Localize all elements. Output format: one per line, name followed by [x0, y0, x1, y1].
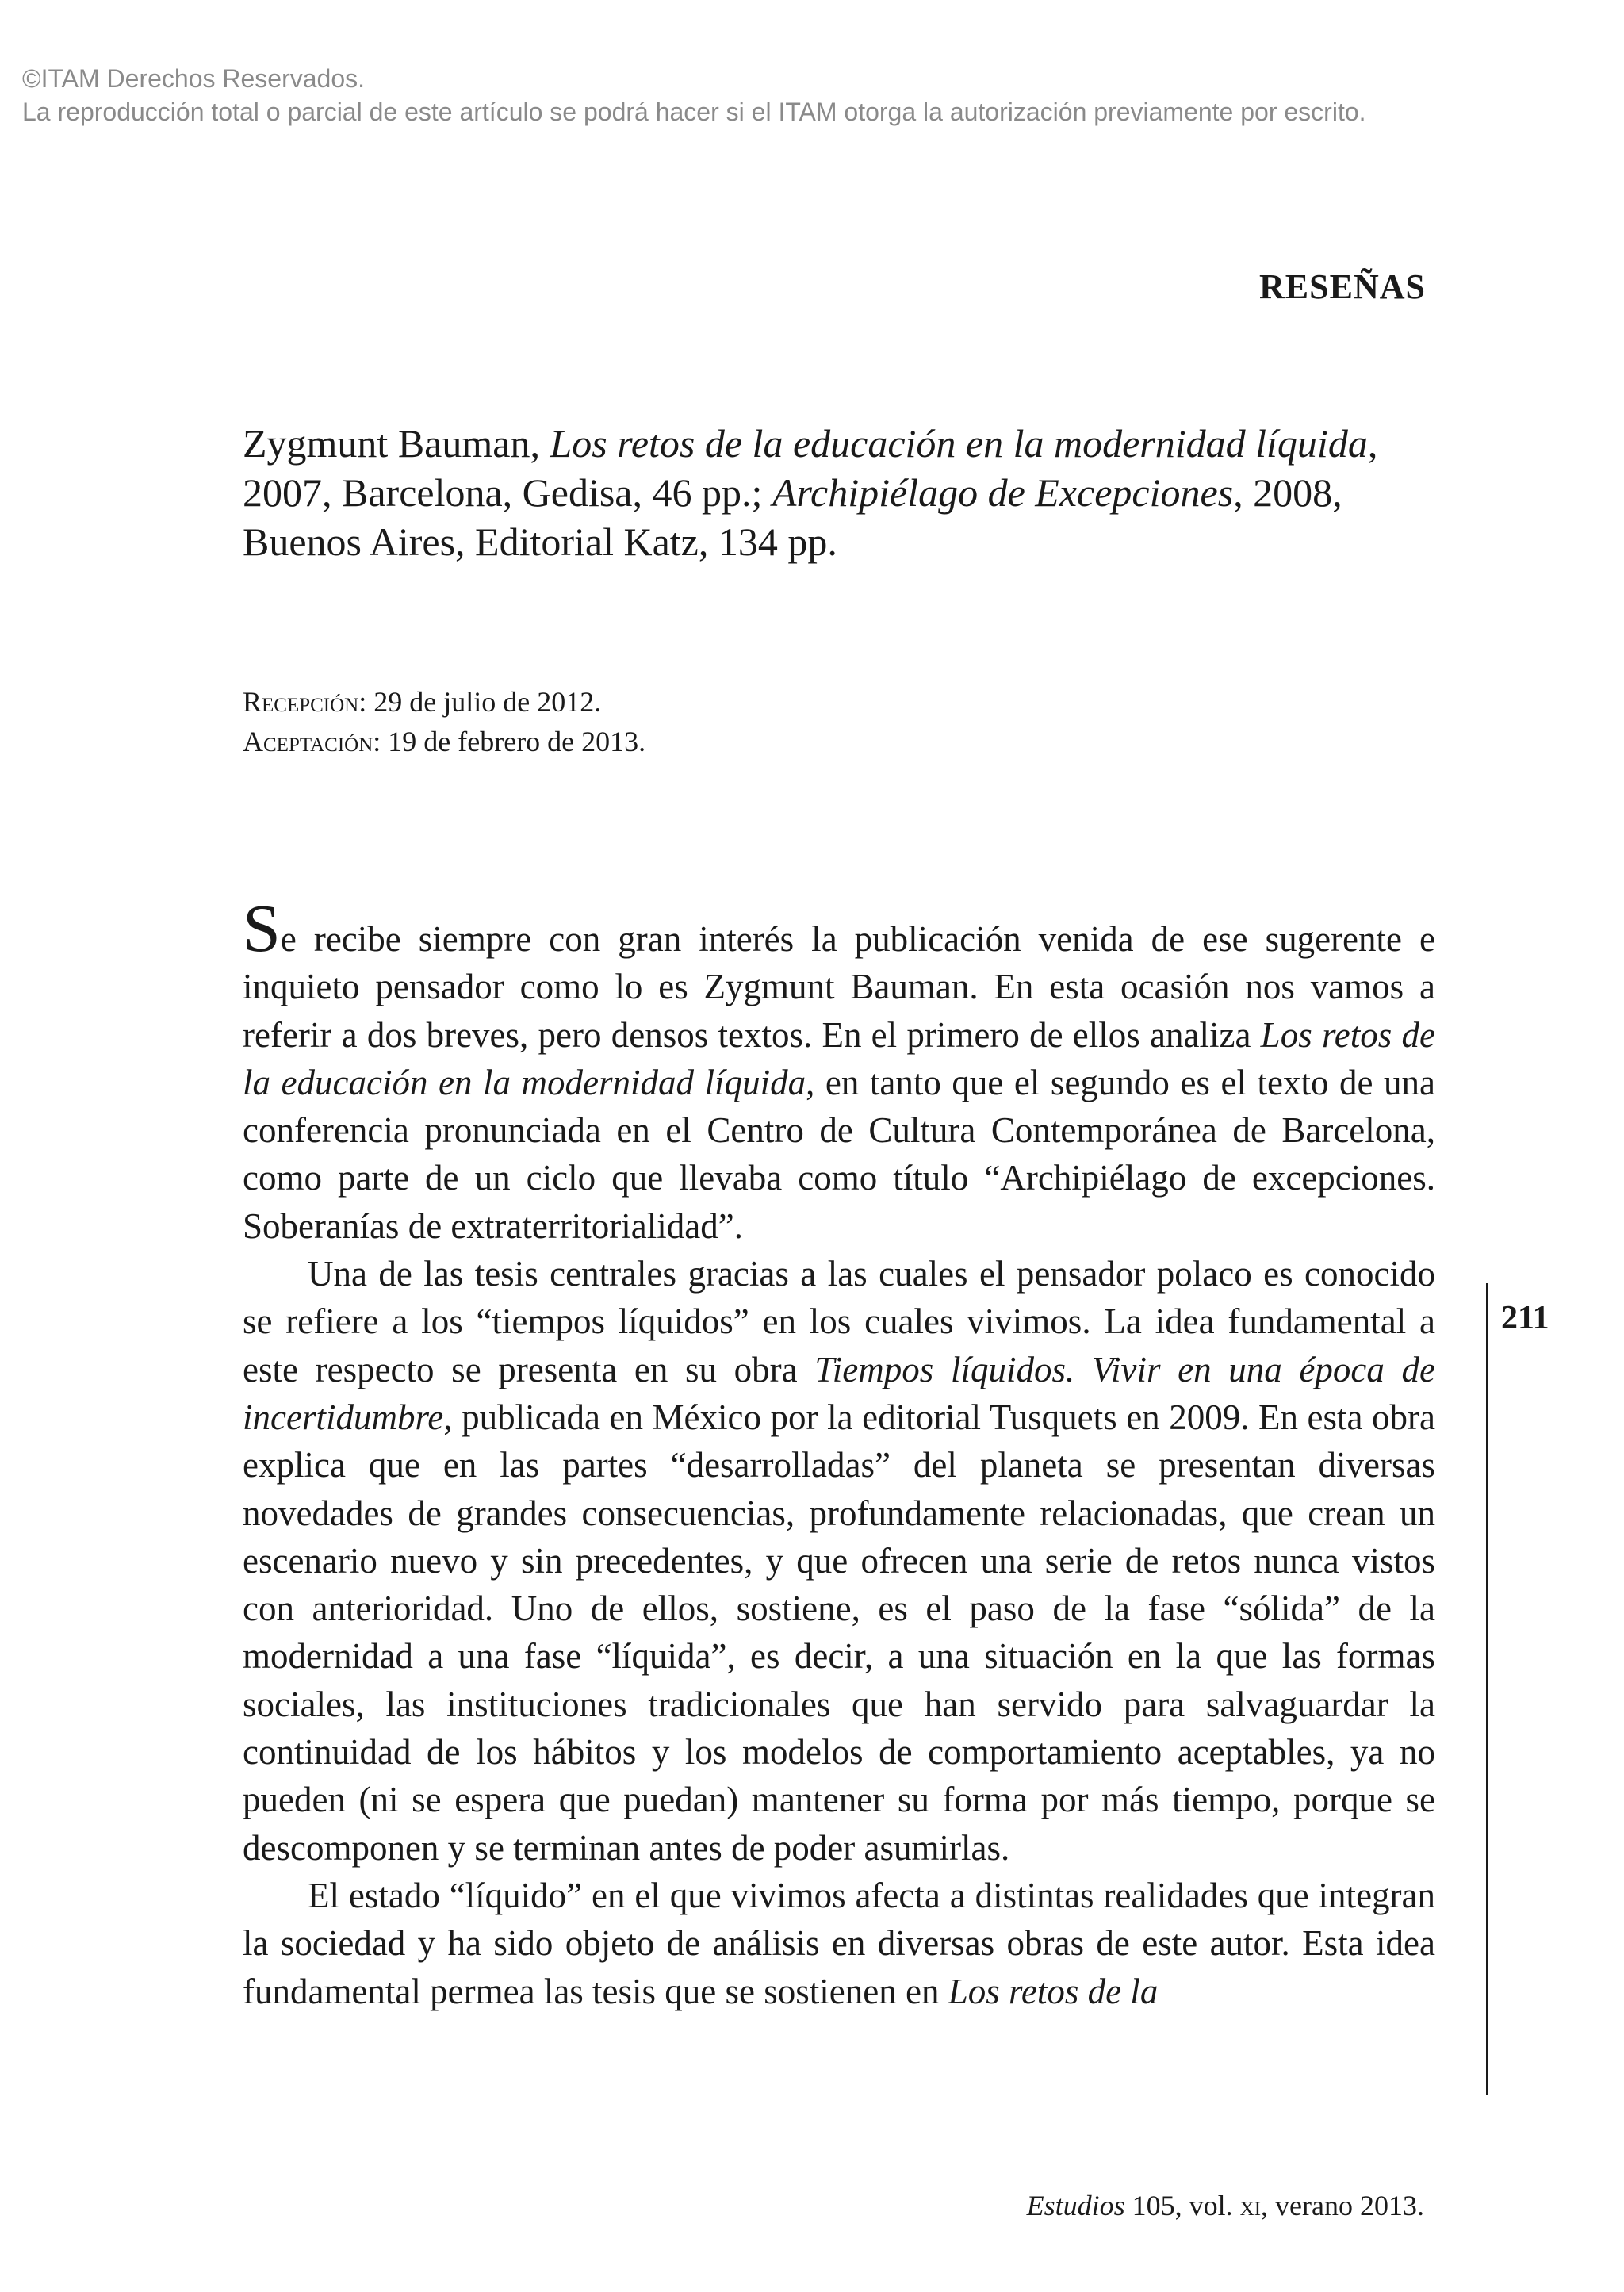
- paragraph-2-italic: Tiempos líquidos. Vivir en una época de incertidumbre: [243, 1349, 1435, 1437]
- acceptance-date: [243, 722, 645, 761]
- paragraph-3: [243, 1872, 1435, 2015]
- paragraph-2-text-a: Una de las tesis centrales gracias a las cuales el pensador polaco es conocido se refiere a los “tiempos líquidos” en los cuales vivimos. La idea fundamental a este respecto se presenta en su obra: [243, 1254, 1435, 1389]
- paragraph-1: [243, 890, 1435, 1250]
- reception-date: [243, 682, 645, 722]
- citation-author: Zygmunt Bauman,: [243, 421, 550, 466]
- copyright-notice: [22, 62, 1600, 128]
- paragraph-3-text-a: El estado “líquido” en el que vivimos afecta a distintas realidades que integran la sociedad y ha sido objeto de análisis en diversas obras de este autor. Esta idea fundamental permea las tesis que se sostienen en: [243, 1875, 1435, 2011]
- citation-title-1: Los retos de la educación en la modernidad líquida: [550, 421, 1368, 466]
- paragraph-1-text-b: , en tanto que el segundo es el texto de una conferencia pronunciada en el Centro de Cultura Contemporánea de Barcelona, como parte de un ciclo que llevaba como título “Archipiélago de excepciones. Soberanías de extraterritorialidad”.: [243, 1062, 1435, 1246]
- acceptance-label: Aceptación: [243, 726, 373, 757]
- paragraph-2: [243, 1250, 1435, 1872]
- section-title: RESEÑAS: [1259, 267, 1426, 306]
- acceptance-value: : 19 de febrero de 2013.: [373, 726, 646, 757]
- reception-label: Recepción: [243, 686, 359, 718]
- paragraph-1-italic: Los retos de la educación en la modernidad líquida: [243, 1014, 1435, 1102]
- drop-cap: S: [243, 890, 281, 966]
- citation-title-2: Archipiélago de Excepciones: [772, 470, 1234, 515]
- copyright-line-2: La reproducción total o parcial de este artículo se podrá hacer si el ITAM otorga la autorización previamente por escrito.: [22, 98, 1366, 126]
- citation-publication-1: , 2007, Barcelona, Gedisa, 46 pp.;: [243, 421, 1378, 515]
- footer-season: , verano 2013.: [1261, 2190, 1424, 2221]
- book-citation: [243, 419, 1440, 566]
- reception-value: : 29 de julio de 2012.: [358, 686, 602, 718]
- paragraph-2-text-b: , publicada en México por la editorial Tusquets en 2009. En esta obra explica que en las partes “desarrolladas” del planeta se presentan diversas novedades de grandes consecuencias, profundamente relacionadas, que crean un escenario nuevo y sin precedentes, y que ofrecen una serie de retos nunca vistos con anterioridad. Uno de ellos, sostiene, es el paso de la fase “sólida” de la modernidad a una fase “líquida”, es decir, a una situación en la que las formas sociales, las instituciones tradicionales que han servido para salvaguardar la continuidad de los hábitos y los modelos de comportamiento aceptables, ya no pueden (ni se espera que puedan) mantener su forma por más tiempo, porque se descomponen y se terminan antes de poder asumirlas.: [243, 1397, 1435, 1868]
- footer-journal: Estudios: [1026, 2190, 1125, 2221]
- review-dates: [243, 682, 645, 761]
- review-body: [243, 890, 1435, 2015]
- copyright-line-1: ©ITAM Derechos Reservados.: [22, 64, 366, 93]
- paragraph-1-text-a: e recibe siempre con gran interés la publicación venida de ese sugerente e inquieto pensador como lo es Zygmunt Bauman. En esta ocasión nos vamos a referir a dos breves, pero densos textos. En el primero de ellos analiza: [243, 919, 1435, 1055]
- footer-volume: xi: [1239, 2190, 1262, 2221]
- margin-rule: [1486, 1283, 1488, 2095]
- page-number: 211: [1501, 1300, 1549, 1336]
- journal-footer: [1027, 2189, 1424, 2222]
- citation-publication-2: , 2008, Buenos Aires, Editorial Katz, 134 pp.: [243, 470, 1342, 564]
- paragraph-3-italic: Los retos de la: [948, 1971, 1159, 2011]
- footer-issue: 105, vol.: [1124, 2190, 1240, 2221]
